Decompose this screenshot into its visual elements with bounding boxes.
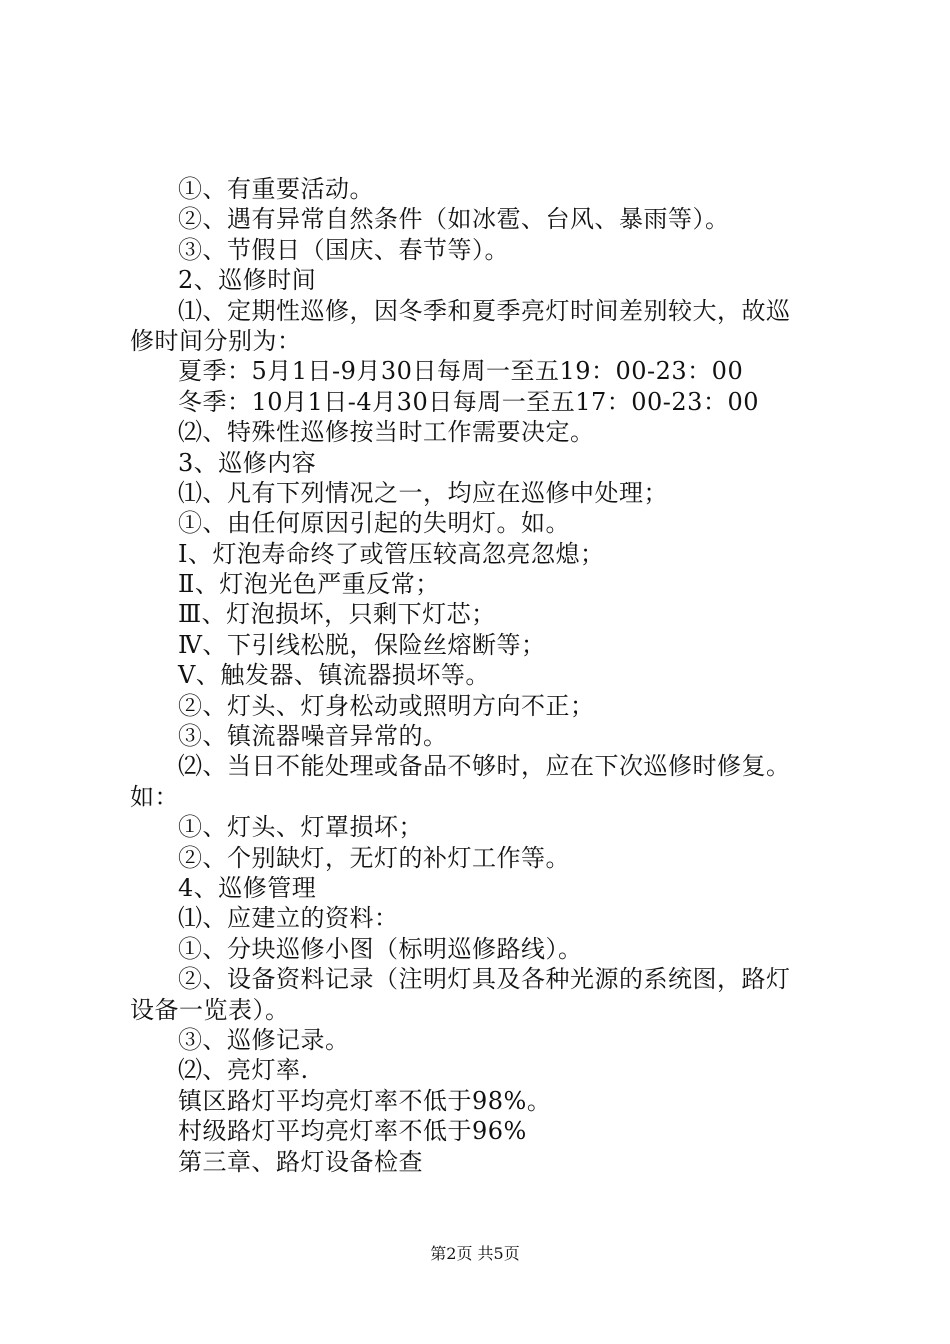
text-line: ①、分块巡修小图（标明巡修路线）。 bbox=[178, 934, 583, 963]
text-line: Ⅴ、触发器、镇流器损坏等。 bbox=[178, 661, 490, 690]
text-line: 镇区路灯平均亮灯率不低于98%。 bbox=[178, 1086, 552, 1115]
text-line: Ⅳ、下引线松脱，保险丝熔断等； bbox=[178, 630, 546, 659]
text-line: ③、节假日（国庆、春节等）。 bbox=[178, 235, 509, 264]
text-line: 村级路灯平均亮灯率不低于96% bbox=[178, 1117, 527, 1146]
text-line: ⑴、应建立的资料： bbox=[178, 904, 399, 933]
text-line: ②、遇有异常自然条件（如冰雹、台风、暴雨等）。 bbox=[178, 205, 730, 234]
text-line: ②、设备资料记录（注明灯具及各种光源的系统图，路灯 bbox=[178, 965, 791, 994]
text-line: ②、个别缺灯，无灯的补灯工作等。 bbox=[178, 843, 570, 872]
text-line: 如： bbox=[130, 782, 179, 811]
text-line: ③、巡修记录。 bbox=[178, 1025, 350, 1054]
text-line: 第三章、路灯设备检查 bbox=[178, 1147, 423, 1176]
page-footer: 第2页 共5页 bbox=[430, 1244, 520, 1263]
document-body bbox=[130, 174, 830, 1177]
text-line: 设备一览表）。 bbox=[130, 995, 290, 1024]
text-line: ⑴、凡有下列情况之一，均应在巡修中处理； bbox=[178, 478, 668, 507]
text-line: ⑵、特殊性巡修按当时工作需要决定。 bbox=[178, 418, 595, 447]
text-line: 修时间分别为： bbox=[130, 326, 302, 355]
text-line: 4、巡修管理 bbox=[178, 873, 317, 902]
text-line: Ⅰ、灯泡寿命终了或管压较高忽亮忽熄； bbox=[178, 539, 605, 568]
text-line: 夏季：5月1日-9月30日每周一至五19：00-23：00 bbox=[178, 357, 744, 386]
text-line: ⑵、当日不能处理或备品不够时，应在下次巡修时修复。 bbox=[178, 752, 791, 781]
text-line: ①、有重要活动。 bbox=[178, 175, 374, 203]
text-line: 冬季：10月1日-4月30日每周一至五17：00-23：00 bbox=[178, 387, 759, 416]
text-line: 3、巡修内容 bbox=[178, 448, 317, 477]
text-line: Ⅱ、灯泡光色严重反常； bbox=[178, 570, 440, 599]
text-line: ③、镇流器噪音异常的。 bbox=[178, 722, 448, 751]
text-line: ②、灯头、灯身松动或照明方向不正； bbox=[178, 691, 595, 720]
text-line: 2、巡修时间 bbox=[178, 266, 317, 295]
text-line: ⑴、定期性巡修，因冬季和夏季亮灯时间差别较大，故巡 bbox=[178, 296, 791, 325]
text-line: Ⅲ、灯泡损坏，只剩下灯芯； bbox=[178, 600, 496, 629]
text-line: ①、由任何原因引起的失明灯。如。 bbox=[178, 509, 570, 538]
text-line: ①、灯头、灯罩损坏； bbox=[178, 813, 423, 842]
text-line: ⑵、亮灯率. bbox=[178, 1056, 309, 1085]
